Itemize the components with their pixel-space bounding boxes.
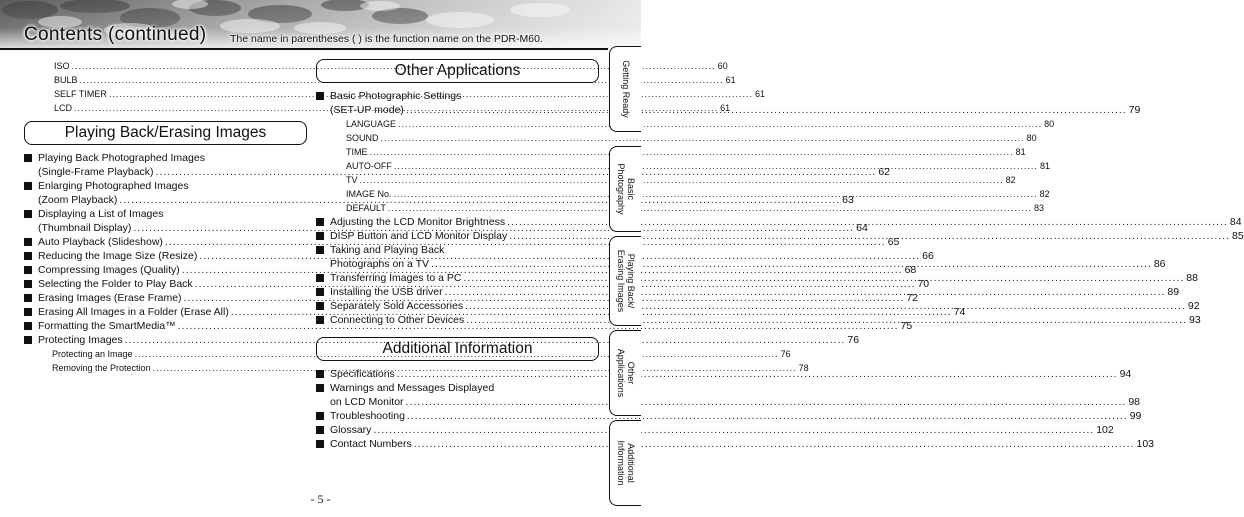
- toc-page: 99: [1129, 410, 1142, 422]
- header-rule: [0, 48, 608, 50]
- toc-page: 89: [1167, 286, 1180, 298]
- toc-page: 72: [906, 292, 919, 304]
- toc-entry[interactable]: [24, 333, 860, 347]
- toc-label: Basic Photographic Settings: [330, 90, 462, 102]
- toc-page: 61: [754, 89, 765, 99]
- toc-entry[interactable]: [316, 423, 1114, 437]
- toc-page: 83: [1033, 203, 1044, 213]
- tab-getting-ready[interactable]: [609, 46, 641, 132]
- toc-page: 84: [1229, 216, 1242, 228]
- bullet-icon: [24, 249, 38, 263]
- toc-page: 74: [953, 306, 966, 318]
- toc-page: 81: [1015, 147, 1026, 157]
- toc-label: on LCD Monitor: [330, 396, 404, 408]
- bullet-icon: [24, 179, 38, 193]
- tab-playing-back-erasing[interactable]: [609, 236, 641, 326]
- toc-label: (Zoom Playback): [38, 194, 118, 206]
- toc-label: Selecting the Folder to Play Back: [38, 278, 193, 290]
- toc-page: 65: [887, 236, 900, 248]
- toc-page: 88: [1186, 272, 1198, 284]
- toc-label: (SET-UP mode): [330, 104, 404, 116]
- bullet-icon: [24, 319, 38, 333]
- bulb-entry[interactable]: [24, 73, 736, 87]
- tab-basic-photography[interactable]: [609, 146, 641, 232]
- toc-page: 61: [720, 103, 731, 113]
- toc-label: TIME: [346, 147, 368, 157]
- toc-entry[interactable]: [316, 381, 1140, 409]
- toc-page: 86: [1153, 258, 1166, 270]
- toc-label: Compressing Images (Quality): [38, 264, 180, 276]
- toc-label: Erasing Images (Erase Frame): [38, 292, 182, 304]
- section-heading-additional-information: Additional Information: [316, 337, 599, 361]
- toc-page: 61: [725, 75, 736, 85]
- toc-label: Taking and Playing Back: [330, 244, 445, 256]
- toc-page: 80: [1044, 119, 1055, 129]
- section-tabs: [609, 40, 641, 510]
- toc-label: Auto Playback (Slideshow): [38, 236, 163, 248]
- toc-label: Warnings and Messages Displayed: [330, 382, 495, 394]
- bullet-icon: [316, 423, 330, 437]
- bullet-icon: [316, 89, 330, 103]
- toc-entry[interactable]: [316, 409, 1142, 423]
- bullet-icon: [24, 305, 38, 319]
- toc-page: 81: [1039, 161, 1050, 171]
- bullet-icon: [316, 299, 330, 313]
- bullet-icon: [24, 277, 38, 291]
- bullet-icon: [316, 313, 330, 327]
- bullet-icon: [316, 229, 330, 243]
- toc-page: 92: [1187, 300, 1200, 312]
- toc-page: 64: [856, 222, 868, 234]
- bullet-icon: [316, 215, 330, 229]
- toc-page: 60: [717, 61, 728, 71]
- toc-page: 93: [1189, 314, 1201, 326]
- toc-page: 62: [878, 166, 891, 178]
- toc-page: 94: [1119, 368, 1132, 380]
- toc-label: Adjusting the LCD Monitor Brightness: [330, 216, 506, 228]
- bullet-icon: [316, 243, 330, 257]
- bullet-icon: [316, 437, 330, 451]
- toc-label: DISP Button and LCD Monitor Display: [330, 230, 508, 242]
- toc-label: Reducing the Image Size (Resize): [38, 250, 198, 262]
- toc-page: 79: [1128, 104, 1141, 116]
- tab-label: Playing Back/ Erasing Images: [615, 249, 636, 313]
- toc-label: DEFAULT: [346, 203, 386, 213]
- toc-page: 76: [780, 349, 791, 359]
- toc-subentry[interactable]: [316, 145, 1026, 159]
- toc-label: Glossary: [330, 424, 372, 436]
- toc-page: 103: [1136, 438, 1155, 450]
- bullet-icon: [316, 367, 330, 381]
- toc-page: 82: [1005, 175, 1016, 185]
- toc-label: Transferring Images to a PC: [330, 272, 462, 284]
- toc-label: Photographs on a TV: [330, 258, 430, 270]
- toc-page: 82: [1039, 189, 1050, 199]
- toc-page: 102: [1096, 424, 1114, 436]
- page-number: - 5 -: [310, 492, 331, 506]
- toc-page: 85: [1232, 230, 1244, 242]
- toc-label: LANGUAGE: [346, 119, 397, 129]
- section-heading-other-applications: Other Applications: [316, 59, 599, 83]
- tab-other-applications[interactable]: [609, 330, 641, 416]
- toc-label: LCD: [54, 103, 73, 113]
- toc-label: Protecting Images: [38, 334, 123, 346]
- toc-subentry[interactable]: [316, 117, 1055, 131]
- toc-label: Displaying a List of Images: [38, 208, 164, 220]
- toc-label: Specifications: [330, 368, 395, 380]
- toc-label: Formatting the SmartMedia™: [38, 320, 176, 332]
- toc-page: 80: [1026, 133, 1037, 143]
- tab-label: Basic Photography: [615, 163, 636, 215]
- toc-label: SELF TIMER: [54, 89, 107, 99]
- toc-label: Protecting an Image: [52, 349, 133, 359]
- toc-subentry[interactable]: [316, 173, 1016, 187]
- toc-label: ISO: [54, 61, 70, 71]
- toc-label: Enlarging Photographed Images: [38, 180, 189, 192]
- toc-label: Separately Sold Accessories: [330, 300, 464, 312]
- toc-subentry[interactable]: [316, 131, 1037, 145]
- toc-entry[interactable]: [316, 437, 1155, 451]
- bullet-icon: [24, 207, 38, 221]
- toc-subentry[interactable]: [316, 201, 1044, 215]
- bullet-icon: [24, 291, 38, 305]
- tab-label: Getting Ready: [620, 60, 631, 118]
- bullet-icon: [24, 151, 38, 165]
- toc-page: 63: [842, 194, 854, 206]
- toc-label: SOUND: [346, 133, 379, 143]
- toc-label: Troubleshooting: [330, 410, 405, 422]
- toc-page: 75: [900, 320, 913, 332]
- toc-label: Erasing All Images in a Folder (Erase All): [38, 306, 229, 318]
- toc-label: IMAGE No.: [346, 189, 392, 199]
- bullet-icon: [316, 381, 330, 395]
- toc-page: 98: [1128, 396, 1140, 408]
- toc-page: 70: [917, 278, 930, 290]
- toc-page: 68: [904, 264, 917, 276]
- tab-label: Additional Information: [615, 440, 636, 486]
- page-title: Contents (continued): [24, 24, 207, 45]
- toc-label: (Thumbnail Display): [38, 222, 132, 234]
- toc-label: TV: [346, 175, 358, 185]
- toc-label: Installing the USB driver: [330, 286, 443, 298]
- toc-page: 76: [847, 334, 860, 346]
- bullet-icon: [316, 271, 330, 285]
- bullet-icon: [24, 235, 38, 249]
- section-heading-playback: Playing Back/Erasing Images: [24, 121, 307, 145]
- bullet-icon: [24, 333, 38, 347]
- header-note: The name in parentheses ( ) is the function name on the PDR-M60.: [230, 33, 543, 45]
- bullet-icon: [316, 285, 330, 299]
- toc-label: Contact Numbers: [330, 438, 412, 450]
- tab-label: Other Applications: [615, 348, 636, 398]
- toc-label: Removing the Protection: [52, 363, 151, 373]
- toc-label: Connecting to Other Devices: [330, 314, 465, 326]
- page-header: [0, 0, 641, 50]
- bullet-icon: [316, 409, 330, 423]
- toc-page: 66: [922, 250, 934, 262]
- toc-label: AUTO-OFF: [346, 161, 392, 171]
- toc-label: BULB: [54, 75, 78, 85]
- toc-label: (Single-Frame Playback): [38, 166, 154, 178]
- toc-label: Playing Back Photographed Images: [38, 152, 205, 164]
- bullet-icon: [24, 263, 38, 277]
- toc-page: 78: [798, 363, 809, 373]
